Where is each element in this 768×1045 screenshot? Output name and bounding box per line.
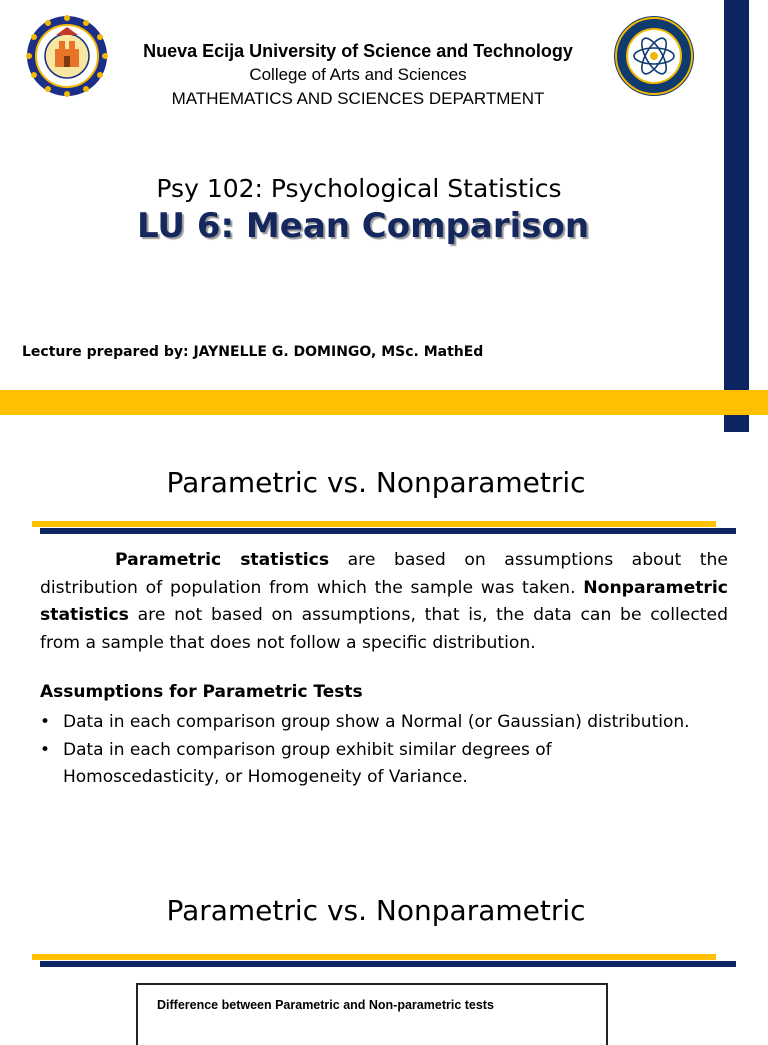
list-item-text: Data in each comparison group exhibit similar degrees of Homoscedasticity, or Homogeneity of Variance.	[63, 739, 552, 787]
department-name: MATHEMATICS AND SCIENCES DEPARTMENT	[171, 89, 545, 108]
bullet-icon: •	[40, 712, 51, 732]
heading-underline-gold	[32, 954, 716, 960]
gold-horizontal-bar	[0, 390, 768, 415]
college-seal-icon	[613, 15, 695, 97]
parametric-table-slide	[0, 852, 768, 1024]
assumptions-list	[40, 709, 700, 792]
lecturer-credit: Lecture prepared by: JAYNELLE G. DOMINGO, MSc. MathEd	[22, 344, 484, 360]
slide-heading: Parametric vs. Nonparametric	[166, 894, 586, 927]
definition-nonparametric: are not based on assumptions, that is, the data can be collected from a sample that does not follow a specific distribution.	[40, 605, 728, 653]
heading-underline-navy	[40, 528, 736, 534]
slide-heading: Parametric vs. Nonparametric	[166, 466, 586, 499]
unit-title: LU 6: Mean Comparison	[136, 206, 590, 246]
definition-paragraph	[40, 547, 728, 657]
parametric-definition-slide	[0, 432, 768, 852]
term-nonparametric: Nonparametric statistics	[40, 577, 728, 625]
course-title: Psy 102: Psychological Statistics	[156, 174, 562, 203]
list-item	[40, 709, 700, 737]
table-caption: Difference between Parametric and Non-parametric tests	[157, 998, 494, 1012]
list-item	[40, 737, 700, 792]
definition-parametric: are based on assumptions about the distribution of population from which the sample was taken.	[40, 550, 728, 598]
college-name: College of Arts and Sciences	[249, 65, 467, 84]
assumptions-heading: Assumptions for Parametric Tests	[40, 682, 363, 702]
term-parametric: Parametric statistics	[115, 550, 330, 570]
university-seal-icon	[26, 15, 108, 97]
bullet-icon: •	[40, 739, 51, 760]
title-slide	[0, 0, 768, 432]
comparison-table	[136, 983, 608, 1045]
heading-underline-navy	[40, 961, 736, 967]
heading-underline-gold	[32, 521, 716, 527]
list-item-text: Data in each comparison group show a Normal (or Gaussian) distribution.	[63, 712, 690, 732]
university-name: Nueva Ecija University of Science and Technology	[143, 41, 573, 61]
navy-vertical-bar	[724, 0, 749, 432]
